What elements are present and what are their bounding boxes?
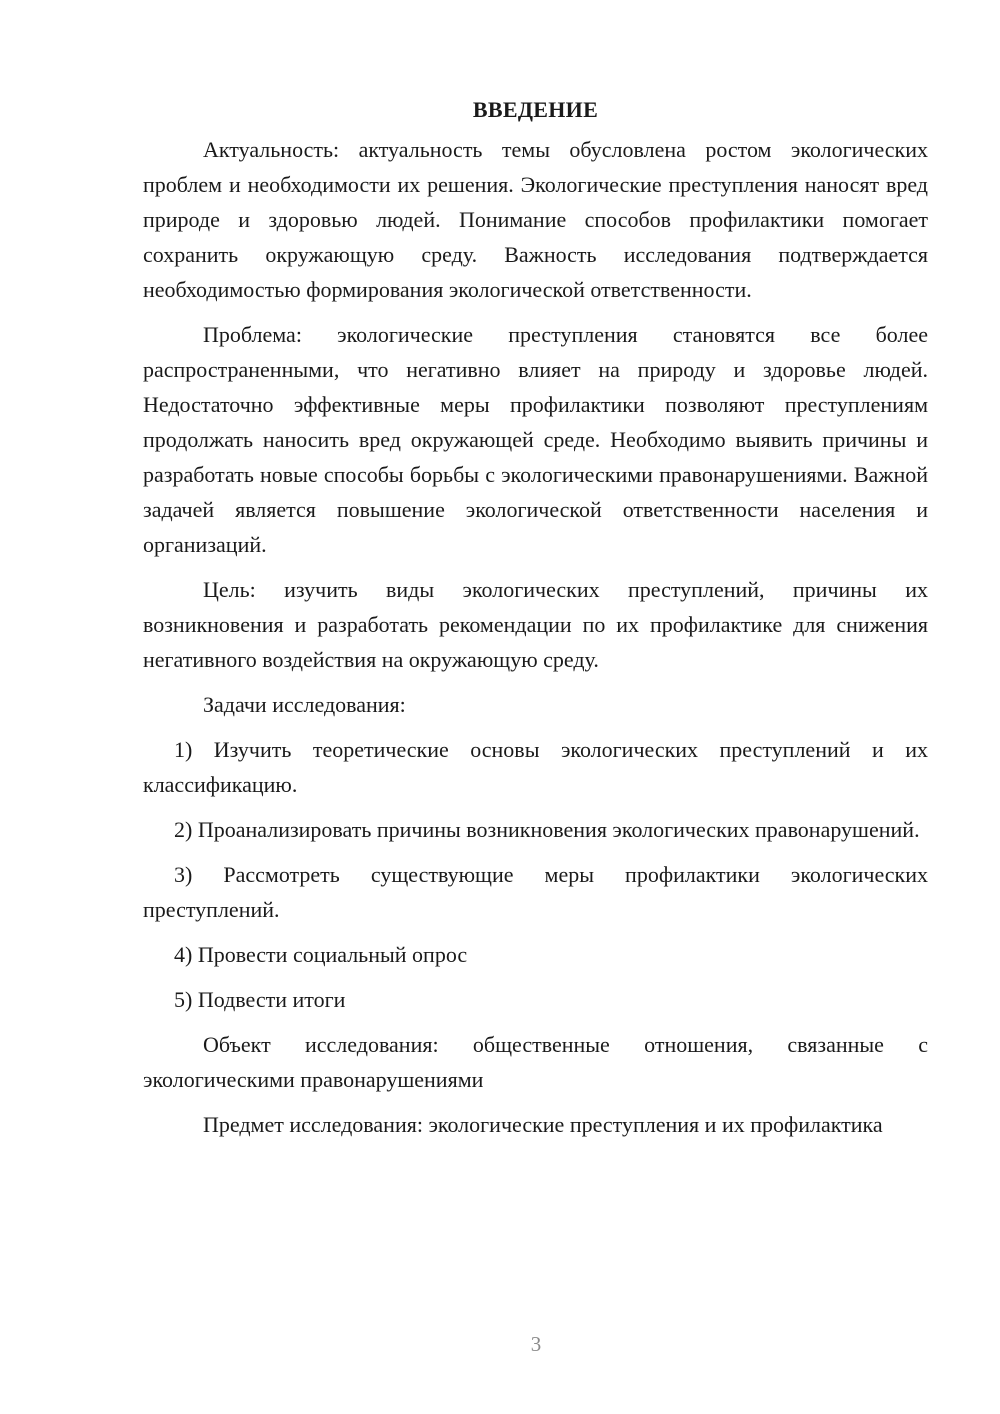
tasks-list xyxy=(143,732,928,1017)
object-paragraph: Объект исследования: общественные отношения, связанные с экологическими правонарушениями xyxy=(143,1032,928,1092)
goal-paragraph: Цель: изучить виды экологических преступлений, причины их возникновения и разработать рекомендации по их профилактике для снижения негативного воздействия на окружающую среду. xyxy=(143,577,928,672)
list-item: 5) Подвести итоги xyxy=(174,987,346,1012)
tasks-heading: Задачи исследования: xyxy=(203,692,406,717)
document-page xyxy=(143,90,928,1152)
list-item: 4) Провести социальный опрос xyxy=(174,942,468,967)
page-number: 3 xyxy=(530,1332,542,1356)
page-title: ВВЕДЕНИЕ xyxy=(472,97,599,122)
list-item: 1) Изучить теоретические основы экологических преступлений и их классификацию. xyxy=(143,737,928,797)
list-item: 3) Рассмотреть существующие меры профилактики экологических преступлений. xyxy=(143,862,928,922)
list-item: 2) Проанализировать причины возникновения экологических правонарушений. xyxy=(174,817,920,842)
relevance-paragraph: Актуальность: актуальность темы обусловлена ростом экологических проблем и необходимости их решения. Экологические преступления наносят вред природе и здоровью людей. Понимание способов профилактики помогает сохранить окружающую среду. Важность исследования подтверждается необходимостью формирования экологической ответственности. xyxy=(143,137,928,302)
subject-paragraph: Предмет исследования: экологические преступления и их профилактика xyxy=(203,1112,883,1137)
problem-paragraph: Проблема: экологические преступления становятся все более распространенными, что негативно влияет на природу и здоровье людей. Недостаточно эффективные меры профилактики позволяют преступлениям продолжать наносить вред окружающей среде. Необходимо выявить причины и разработать новые способы борьбы с экологическими правонарушениями. Важной задачей является повышение экологической ответственности населения и организаций. xyxy=(143,322,928,557)
